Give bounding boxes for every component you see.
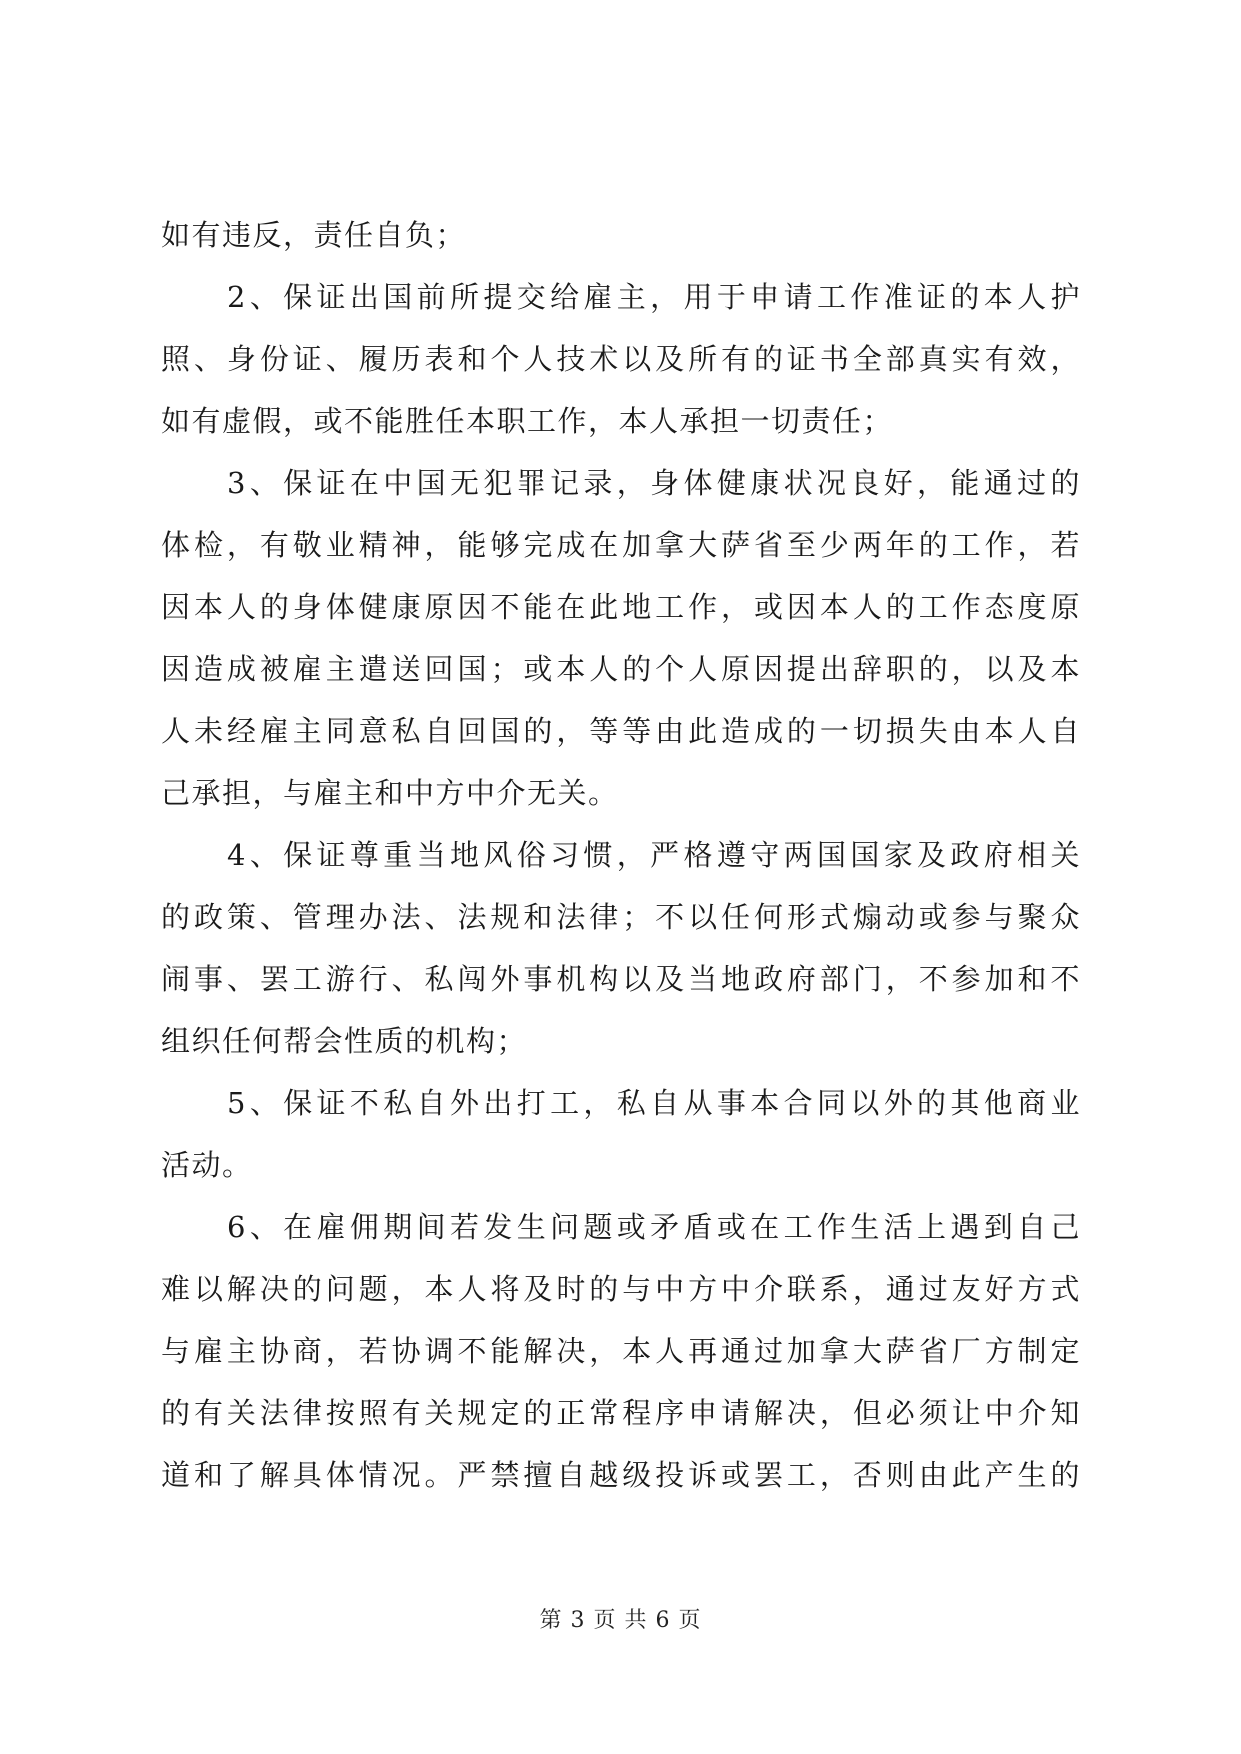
text-line: 5、保证不私自外出打工，私自从事本合同以外的其他商业	[227, 1086, 1081, 1120]
text-line: 道和了解具体情况。严禁擅自越级投诉或罢工，否则由此产生的	[161, 1458, 1081, 1492]
text-line: 如有虚假，或不能胜任本职工作，本人承担一切责任；	[161, 404, 894, 438]
text-line: 组织任何帮会性质的机构；	[161, 1024, 528, 1058]
text-line: 的有关法律按照有关规定的正常程序申请解决，但必须让中介知	[161, 1396, 1081, 1430]
text-line: 4、保证尊重当地风俗习惯，严格遵守两国国家及政府相关	[227, 838, 1081, 872]
text-line: 难以解决的问题，本人将及时的与中方中介联系，通过友好方式	[161, 1272, 1081, 1306]
page-footer: 第 3 页 共 6 页	[539, 1608, 702, 1633]
text-line: 3、保证在中国无犯罪记录，身体健康状况良好，能通过的	[227, 466, 1081, 500]
text-line: 闹事、罢工游行、私闯外事机构以及当地政府部门，不参加和不	[161, 962, 1081, 996]
document-body	[161, 204, 1081, 1506]
text-line: 因本人的身体健康原因不能在此地工作，或因本人的工作态度原	[161, 590, 1081, 624]
text-line: 照、身份证、履历表和个人技术以及所有的证书全部真实有效，	[161, 342, 1081, 376]
text-line: 人未经雇主同意私自回国的，等等由此造成的一切损失由本人自	[161, 714, 1081, 748]
text-line: 活动。	[161, 1148, 253, 1182]
text-line: 6、在雇佣期间若发生问题或矛盾或在工作生活上遇到自己	[227, 1210, 1081, 1244]
text-line: 己承担，与雇主和中方中介无关。	[161, 776, 619, 810]
text-line: 2、保证出国前所提交给雇主，用于申请工作准证的本人护	[227, 280, 1081, 314]
text-line: 的政策、管理办法、法规和法律；不以任何形式煽动或参与聚众	[161, 900, 1081, 934]
text-line: 体检，有敬业精神，能够完成在加拿大萨省至少两年的工作，若	[161, 528, 1081, 562]
text-line: 因造成被雇主遣送回国；或本人的个人原因提出辞职的，以及本	[161, 652, 1081, 686]
text-line: 如有违反，责任自负；	[161, 218, 467, 252]
text-line: 与雇主协商，若协调不能解决，本人再通过加拿大萨省厂方制定	[161, 1334, 1081, 1368]
